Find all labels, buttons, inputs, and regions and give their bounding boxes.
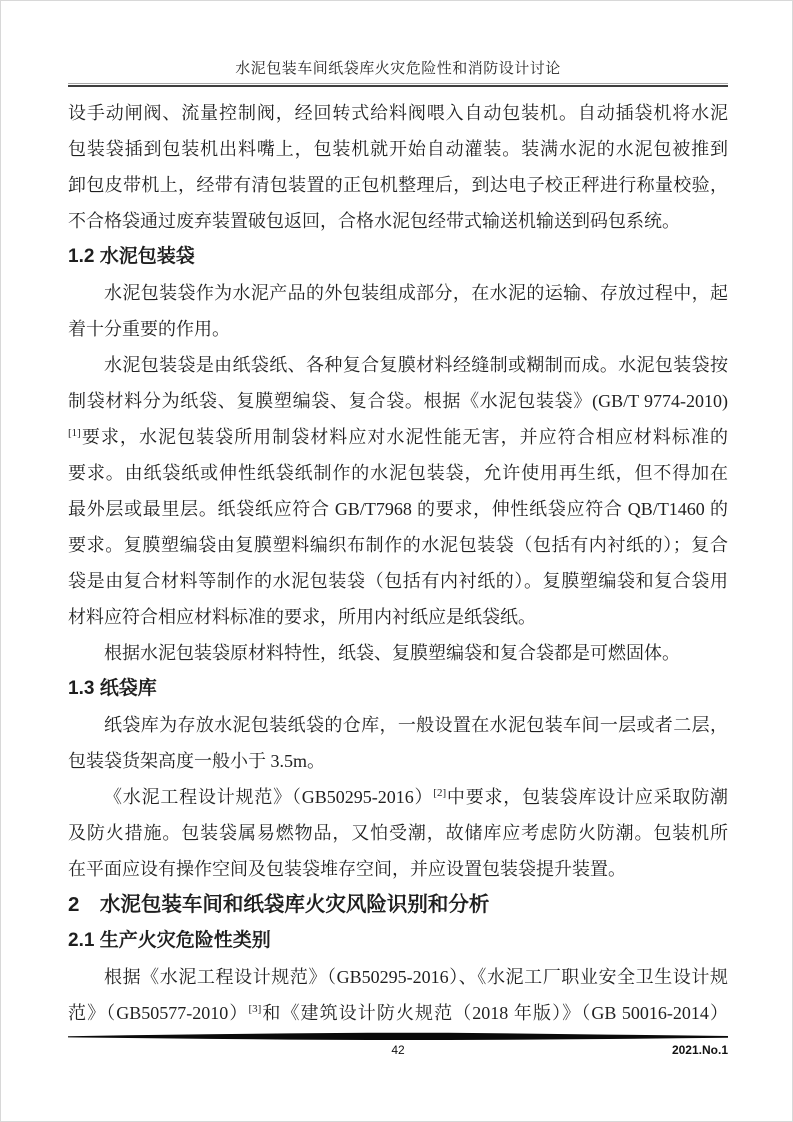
text-segment: 和《建筑设计防火规范（2018 年版）》（GB 50016-2014）	[261, 1003, 729, 1023]
header-rule	[68, 85, 728, 87]
text-line: 要求。复膜塑编袋由复膜塑料编织布制作的水泥包装袋（包括有内衬纸的）；复合	[68, 535, 728, 555]
page-number: 42	[391, 1043, 405, 1057]
document-body	[68, 95, 728, 1031]
text-line: 要求。由纸袋纸或伸性纸袋纸制作的水泥包装袋，允许使用再生纸，但不得加在	[68, 463, 728, 483]
text-line: 材料应符合相应材料标准的要求，所用内衬纸应是纸袋纸。	[68, 607, 536, 627]
text-line: 根据《水泥工程设计规范》（GB50295-2016）、《水泥工厂职业安全卫生设计规	[104, 967, 728, 987]
text-line	[68, 419, 728, 455]
running-header-title: 水泥包装车间纸袋库火灾危险性和消防设计讨论	[235, 61, 561, 77]
heading-2-1: 2.1 生产火灾危险性类别	[68, 930, 271, 951]
footer-text-row	[68, 1042, 728, 1058]
text-line: 纸袋库为存放水泥包装纸袋的仓库，一般设置在水泥包装车间一层或者二层，	[104, 715, 728, 735]
running-header	[68, 0, 728, 87]
text-line: 着十分重要的作用。	[68, 319, 230, 339]
text-line: 在平面应设有操作空间及包装袋堆存空间，并应设置包装袋提升装置。	[68, 859, 626, 879]
text-line: 水泥包装袋作为水泥产品的外包装组成部分，在水泥的运输、存放过程中，起	[104, 283, 728, 303]
citation-marker-3: [3]	[248, 1003, 262, 1015]
footer-rule	[68, 1031, 728, 1041]
heading-1-3: 1.3 纸袋库	[68, 678, 157, 699]
heading-2: 2 水泥包装车间和纸袋库火灾风险识别和分析	[68, 893, 490, 916]
text-line: 制袋材料分为纸袋、复膜塑编袋、复合袋。根据《水泥包装袋》(GB/T 9774-2010)	[68, 391, 728, 411]
text-line: 袋是由复合材料等制作的水泥包装袋（包括有内衬纸的）。复膜塑编袋和复合袋用	[68, 571, 728, 591]
text-segment: 中要求，包装袋库设计应采取防潮	[446, 787, 729, 807]
text-line	[68, 779, 728, 815]
heading-1-2: 1.2 水泥包装袋	[68, 246, 195, 267]
text-segment: 《水泥工程设计规范》（GB50295-2016）	[104, 787, 434, 807]
text-line: 最外层或最里层。纸袋纸应符合 GB/T7968 的要求，伸性纸袋应符合 QB/T1460 的	[68, 499, 728, 519]
text-line: 不合格袋通过废弃装置破包返回，合格水泥包经带式输送机输送到码包系统。	[68, 211, 680, 231]
text-line: 根据水泥包装袋原材料特性，纸袋、复膜塑编袋和复合袋都是可燃固体。	[104, 643, 680, 663]
text-segment: 范》（GB50577-2010）	[68, 1003, 249, 1023]
text-line: 水泥包装袋是由纸袋纸、各种复合复膜材料经缝制或糊制而成。水泥包装袋按	[104, 355, 728, 375]
text-line: 包装袋货架高度一般小于 3.5m。	[68, 751, 325, 771]
issue-label: 2021.No.1	[671, 1043, 728, 1057]
text-line: 卸包皮带机上，经带有清包装置的正包机整理后，到达电子校正秤进行称量校验，	[68, 175, 728, 195]
text-segment: 要求，水泥包装袋所用制袋材料应对水泥性能无害，并应符合相应材料标准的	[80, 427, 728, 447]
text-line: 设手动闸阀、流量控制阀，经回转式给料阀喂入自动包装机。自动插袋机将水泥	[68, 103, 728, 123]
page-footer	[68, 1031, 728, 1058]
header-rule-light	[68, 83, 728, 84]
citation-marker-1: [1]	[68, 427, 81, 439]
text-line: 包装袋插到包装机出料嘴上，包装机就开始自动灌装。装满水泥的水泥包被推到	[68, 139, 728, 159]
text-line: 及防火措施。包装袋属易燃物品，又怕受潮，故储库应考虑防火防潮。包装机所	[68, 823, 728, 843]
text-line	[68, 995, 728, 1031]
citation-marker-2: [2]	[433, 787, 447, 799]
